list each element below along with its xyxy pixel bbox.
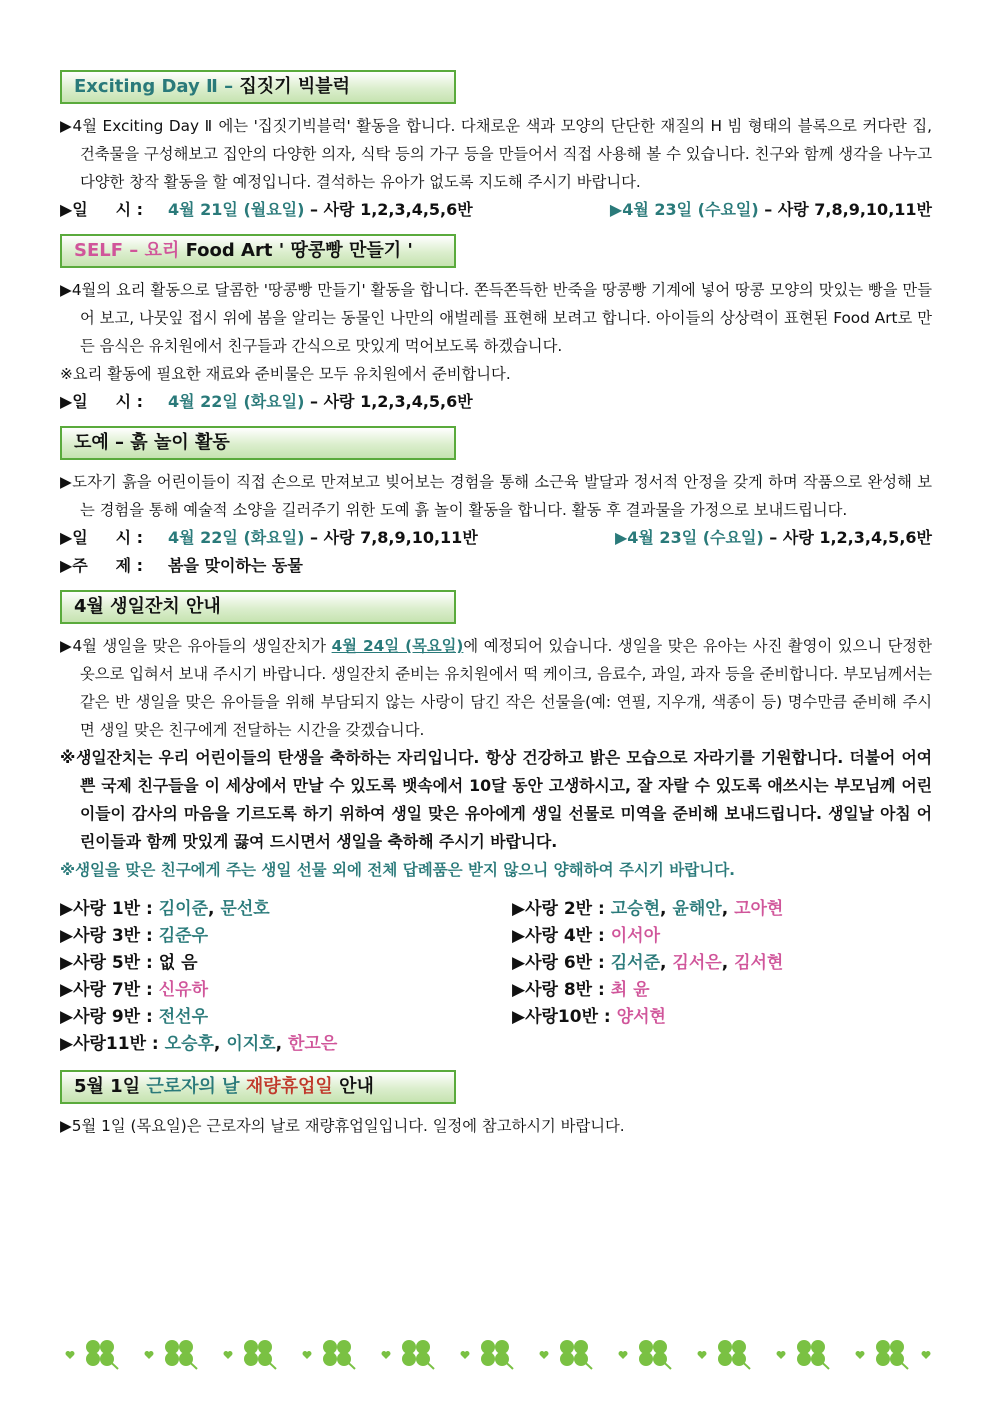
heart-icon [145, 1351, 154, 1359]
birthday-child-name: 이서아 [610, 926, 661, 946]
birthday-child-name: 이지호 [226, 1034, 276, 1054]
body-text: ▶4월의 요리 활동으로 달콤한 '땅콩빵 만들기' 활동을 합니다. 쫀득쫀득한 반죽을 땅콩빵 기계에 넣어 땅콩 모양의 맛있는 빵을 만들어 보고, 나뭇잎 접시 위에 봄을 알리는 동물인 나만의 애벌레를 표현해 보려고 합니다. 아이들의 상상력이 표현된 Food Art로 만든 음식은 유치원에서 친구들과 간식으로 맛있게 먹어보도록 하겠습니다. [60, 281, 932, 355]
theme-label: ▶주 제 : [60, 556, 149, 575]
birthday-child-name: 윤해안 [672, 899, 722, 919]
birthday-child-name: 문선호 [220, 899, 270, 919]
birthday-item [60, 923, 512, 950]
birthday-class-label: ▶사랑 2반 : [512, 899, 611, 919]
schedule-date: 4월 21일 (월요일) [168, 200, 305, 219]
section-note: ※요리 활동에 필요한 재료와 준비물은 모두 유치원에서 준비합니다. [60, 365, 511, 383]
birthday-child-name: 한고은 [287, 1034, 338, 1054]
clover-icon [323, 1340, 355, 1369]
schedule-date: 4월 22일 (화요일) [168, 528, 305, 547]
schedule-date: ▶4월 23일 (수요일) [609, 200, 759, 219]
birthday-note: ※생일잔치는 우리 어린이들의 탄생을 축하하는 자리입니다. 항상 건강하고 밝은 모습으로 자라기를 기원합니다. 더불어 어여쁜 국제 친구들을 이 세상에서 만날 수 있도록 뱃속에서 10달 동안 고생하시고, 잘 자랄 수 있도록 애쓰시는 부모님께 어린이들이 감사의 마음을 기르도록 하기 위하여 생일 맞은 유아에게 생일 선물로 미역을 준비해 보내드립니다. 생일날 아침 어린이들과 함께 맛있게 끓여 드시면서 생일을 축하해 주시기 바랍니다. [60, 748, 932, 851]
clover-icon [639, 1340, 671, 1369]
body-text [60, 632, 932, 744]
section-heading-birthday [60, 590, 456, 624]
section-heading-cooking [60, 234, 456, 268]
body-text-part: ▶4월 생일을 맞은 유아들의 생일잔치가 [60, 637, 332, 655]
birthday-child-name: 전선우 [158, 1007, 209, 1027]
heading-part: 5월 1일 [74, 1076, 147, 1097]
birthday-item: ▶사랑 2반 : 고승현, 윤해안, 고아현 [512, 899, 784, 919]
clover-icon [165, 1340, 197, 1369]
theme-line [60, 552, 932, 580]
section-body [60, 632, 932, 744]
birthday-child-name: 최 윤 [610, 980, 650, 1000]
birthday-item [512, 923, 932, 950]
section-body [60, 276, 932, 360]
birthday-item [512, 1004, 932, 1031]
birthday-list [60, 896, 932, 1058]
clover-icon [244, 1340, 276, 1369]
heart-icon [461, 1351, 470, 1359]
schedule-class: – 사랑 1,2,3,4,5,6반 [304, 200, 473, 219]
heart-icon [540, 1351, 549, 1359]
heart-icon [922, 1351, 931, 1359]
schedule-label: ▶일 시 : [60, 528, 149, 547]
birthday-child-name: 김준우 [158, 926, 209, 946]
birthday-item [60, 977, 512, 1004]
birthday-item: ▶사랑 1반 : 김이준, 문선호 [60, 899, 270, 919]
schedule-line [60, 388, 932, 416]
birthday-item [512, 977, 932, 1004]
birthday-item: ▶사랑 6반 : 김서준, 김서은, 김서현 [512, 953, 784, 973]
clover-icon [876, 1340, 908, 1369]
heading-part: 재량휴업일 [245, 1076, 333, 1097]
birthday-date: 4월 24일 (목요일) [331, 637, 464, 655]
heading-part: 안내 [332, 1076, 374, 1097]
schedule-date: 4월 22일 (화요일) [168, 392, 305, 411]
heart-icon [698, 1351, 707, 1359]
birthday-child-name: 신유하 [158, 980, 209, 1000]
heart-icon [777, 1351, 786, 1359]
birthday-child-name: 양서현 [616, 1007, 666, 1027]
heading-part: Exciting Day Ⅱ – [74, 76, 240, 97]
schedule-class: – 사랑 1,2,3,4,5,6반 [304, 392, 473, 411]
birthday-child-name: 고승현 [610, 899, 661, 919]
section-body [60, 112, 932, 196]
clover-icon [86, 1340, 118, 1369]
heart-icon [303, 1351, 312, 1359]
birthday-child-name: 김서은 [672, 953, 722, 973]
schedule-label: ▶일 시 : [60, 392, 149, 411]
section-heading-labor-day [60, 1070, 456, 1104]
clover-border [60, 1333, 932, 1373]
schedule-line [60, 196, 932, 224]
heart-icon [66, 1351, 75, 1359]
clover-icon [560, 1340, 592, 1369]
birthday-child-name: 김서현 [734, 953, 784, 973]
schedule-class: – 사랑 1,2,3,4,5,6반 [763, 528, 932, 547]
heading-part: 집짓기 빅블럭 [239, 76, 351, 97]
section-heading-pottery [60, 426, 456, 460]
body-text: ▶4월 Exciting Day Ⅱ 에는 '집짓기빅블럭' 활동을 합니다. 다채로운 색과 모양의 단단한 재질의 H 빔 형태의 블록으로 커다란 집, 건축물을 구성해보고 집안의 다양한 의자, 식탁 등의 가구 등을 만들어서 직접 사용해 볼 수 있습니다. 친구와 함께 생각을 나누고 다양한 창작 활동을 할 예정입니다. 결석하는 유아가 없도록 지도해 주시기 바랍니다. [60, 117, 932, 191]
heart-icon [619, 1351, 628, 1359]
schedule-line [60, 524, 932, 552]
birthday-item: ▶사랑11반 : 오승후, 이지호, 한고은 [60, 1034, 338, 1054]
heart-icon [382, 1351, 391, 1359]
clover-icon [402, 1340, 434, 1369]
birthday-class-label: ▶사랑 3반 : [60, 926, 159, 946]
birthday-class-label: ▶사랑 7반 : [60, 980, 159, 1000]
birthday-class-label: ▶사랑11반 : [60, 1034, 165, 1054]
birthday-child-name: 김서준 [610, 953, 661, 973]
birthday-class-label: ▶사랑 8반 : [512, 980, 611, 1000]
heading-text: 도예 – 흙 놀이 활동 [74, 432, 230, 453]
schedule-label: ▶일 시 : [60, 200, 149, 219]
section-body: ▶5월 1일 (목요일)은 근로자의 날로 재량휴업일입니다. 일정에 참고하시기 바랍니다. [60, 1117, 625, 1135]
section-body [60, 468, 932, 524]
birthday-class-label: ▶사랑 5반 : [60, 953, 159, 973]
birthday-child-name: 없 음 [158, 953, 198, 973]
birthday-class-label: ▶사랑 6반 : [512, 953, 611, 973]
theme-value: 봄을 맞이하는 동물 [168, 556, 303, 575]
birthday-child-name: 김이준 [158, 899, 209, 919]
birthday-child-name: 오승후 [164, 1034, 214, 1054]
clover-icon [797, 1340, 829, 1369]
heart-icon [224, 1351, 233, 1359]
heading-part: Food Art ' 땅콩빵 만들기 ' [185, 240, 413, 261]
heading-part: 근로자의 날 [146, 1076, 246, 1097]
birthday-item [60, 1004, 512, 1031]
body-text: ▶도자기 흙을 어린이들이 직접 손으로 만져보고 빚어보는 경험을 통해 소근육 발달과 정서적 안정을 갖게 하며 작품으로 완성해 보는 경험을 통해 예술적 소양을 길러주기 위한 도예 흙 놀이 활동을 합니다. 활동 후 결과물을 가정으로 보내드립니다. [60, 473, 932, 519]
schedule-date: ▶4월 23일 (수요일) [614, 528, 764, 547]
heart-icon [856, 1351, 865, 1359]
clover-icon [718, 1340, 750, 1369]
newsletter-page [60, 70, 932, 1140]
birthday-class-label: ▶사랑 9반 : [60, 1007, 159, 1027]
heading-part: SELF – 요리 [74, 240, 186, 261]
schedule-class: – 사랑 7,8,9,10,11반 [304, 528, 478, 547]
birthday-item [60, 950, 512, 977]
body-text-part: 에 예정되어 있습니다. 생일을 맞은 유아는 사진 촬영이 있으니 단정한 옷으로 입혀서 보내 주시기 바랍니다. 생일잔치 준비는 유치원에서 떡 케이크, 음료수, 과일, 과자 등을 준비합니다. 부모님께서는 같은 반 생일을 맞은 유아들을 위해 부담되지 않는 사랑이 담긴 작은 선물을(예: 연필, 지우개, 색종이 등) 명수만큼 준비해 주시면 생일 맞은 친구에게 전달하는 시간을 갖겠습니다. [80, 637, 932, 739]
birthday-class-label: ▶사랑 1반 : [60, 899, 159, 919]
birthday-class-label: ▶사랑 4반 : [512, 926, 611, 946]
schedule-class: – 사랑 7,8,9,10,11반 [758, 200, 932, 219]
gift-note: ※생일을 맞은 친구에게 주는 생일 선물 외에 전체 답례품은 받지 않으니 양해하여 주시기 바랍니다. [60, 861, 736, 879]
birthday-class-label: ▶사랑10반 : [512, 1007, 617, 1027]
clover-icon [481, 1340, 513, 1369]
section-heading-exciting-day [60, 70, 456, 104]
heading-text: 4월 생일잔치 안내 [74, 596, 221, 617]
birthday-child-name: 고아현 [734, 899, 784, 919]
